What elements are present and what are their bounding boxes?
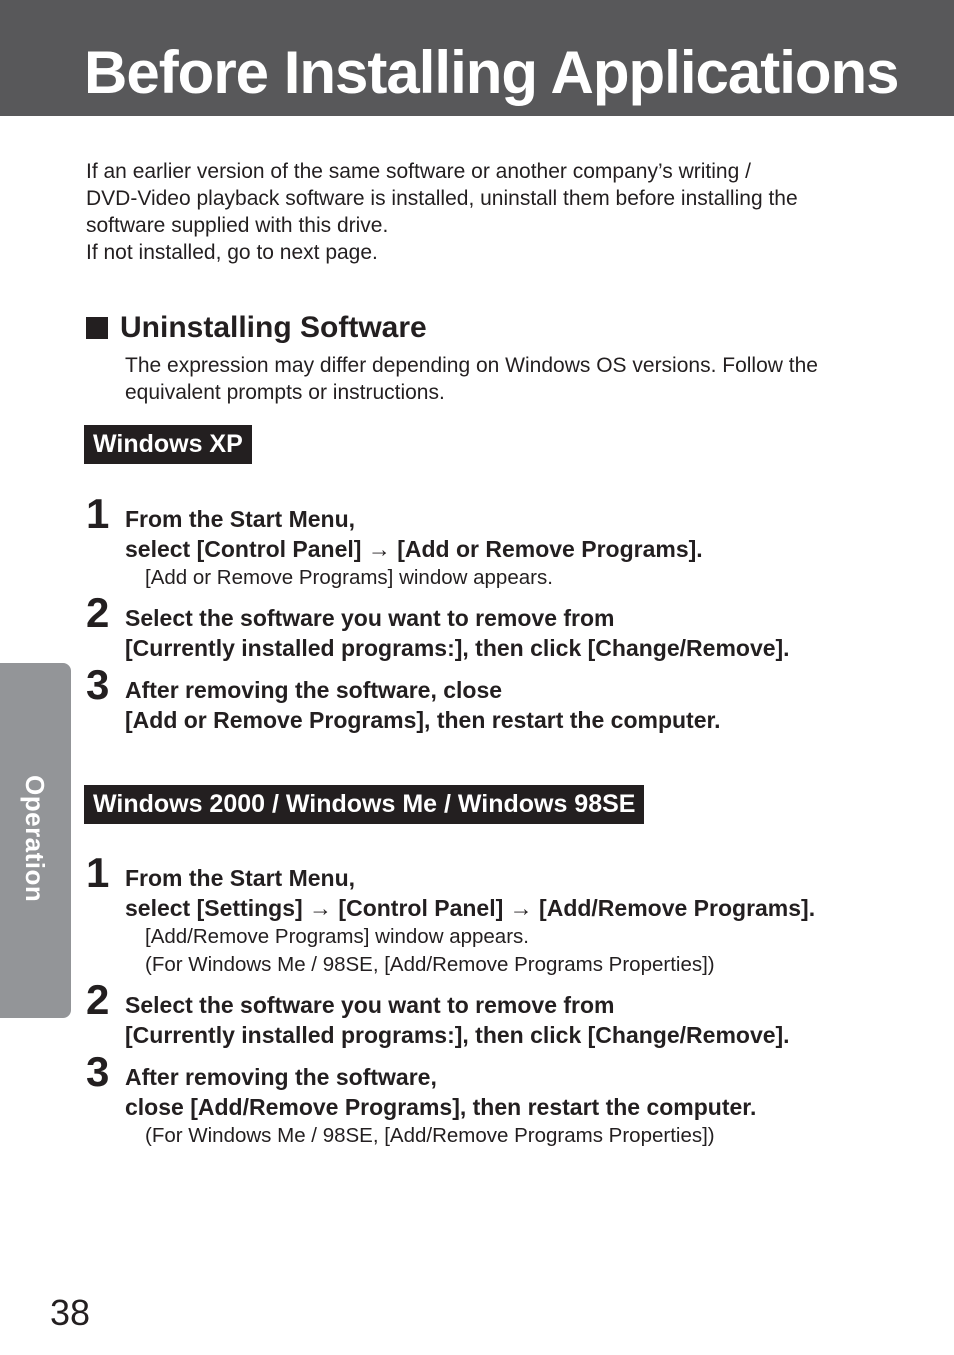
step-number: 1 bbox=[86, 490, 110, 537]
section-note-line: The expression may differ depending on Windows OS versions. Follow the bbox=[125, 354, 818, 377]
step-instruction: From the Start Menu, bbox=[125, 865, 356, 891]
square-bullet-icon bbox=[86, 317, 108, 339]
step-number: 3 bbox=[86, 661, 110, 708]
xp-step-2 bbox=[86, 591, 916, 663]
step-instruction: select [Settings] → [Control Panel] → [Add/Remove Programs]. bbox=[125, 895, 816, 921]
section-note-line: equivalent prompts or instructions. bbox=[125, 381, 445, 404]
step-instruction: Select the software you want to remove from bbox=[125, 605, 615, 631]
w2000-step-2 bbox=[86, 978, 916, 1050]
intro-line: software supplied with this drive. bbox=[86, 214, 389, 237]
side-tab-label: Operation bbox=[20, 775, 50, 903]
step-number: 2 bbox=[86, 589, 110, 636]
os-label-windows-xp: Windows XP bbox=[84, 425, 252, 464]
step-instruction: After removing the software, close bbox=[125, 677, 503, 703]
intro-line: DVD-Video playback software is installed, uninstall them before installing the bbox=[86, 187, 798, 210]
step-instruction: [Currently installed programs:], then click [Change/Remove]. bbox=[125, 1022, 790, 1048]
step-number: 1 bbox=[86, 849, 110, 896]
intro-line: If not installed, go to next page. bbox=[86, 241, 378, 264]
page-title: Before Installing Applications bbox=[84, 39, 899, 106]
step-instruction: select [Control Panel] → [Add or Remove Programs]. bbox=[125, 536, 703, 562]
section-note bbox=[125, 352, 895, 406]
step-instruction: From the Start Menu, bbox=[125, 506, 356, 532]
step-note: [Add/Remove Programs] window appears. bbox=[145, 925, 529, 948]
step-number: 3 bbox=[86, 1048, 110, 1095]
step-instruction: Select the software you want to remove from bbox=[125, 992, 615, 1018]
title-bar bbox=[0, 0, 954, 116]
step-note: (For Windows Me / 98SE, [Add/Remove Programs Properties]) bbox=[145, 1124, 715, 1147]
step-number: 2 bbox=[86, 976, 110, 1023]
section-heading bbox=[86, 310, 427, 346]
page-number: 38 bbox=[50, 1292, 91, 1333]
step-note: [Add or Remove Programs] window appears. bbox=[145, 566, 553, 589]
w2000-step-3 bbox=[86, 1050, 916, 1150]
intro-line: If an earlier version of the same software or another company’s writing / bbox=[86, 160, 751, 183]
section-title: Uninstalling Software bbox=[120, 311, 427, 344]
step-instruction: close [Add/Remove Programs], then restart the computer. bbox=[125, 1094, 757, 1120]
intro-paragraph bbox=[86, 158, 886, 266]
xp-step-3 bbox=[86, 663, 916, 735]
step-note: (For Windows Me / 98SE, [Add/Remove Programs Properties]) bbox=[145, 953, 715, 976]
step-instruction: [Add or Remove Programs], then restart the computer. bbox=[125, 707, 721, 733]
step-instruction: After removing the software, bbox=[125, 1064, 437, 1090]
xp-step-1 bbox=[86, 492, 916, 592]
w2000-step-1 bbox=[86, 851, 916, 979]
os-label-windows-2000-me-98se: Windows 2000 / Windows Me / Windows 98SE bbox=[84, 785, 644, 824]
step-instruction: [Currently installed programs:], then click [Change/Remove]. bbox=[125, 635, 790, 661]
